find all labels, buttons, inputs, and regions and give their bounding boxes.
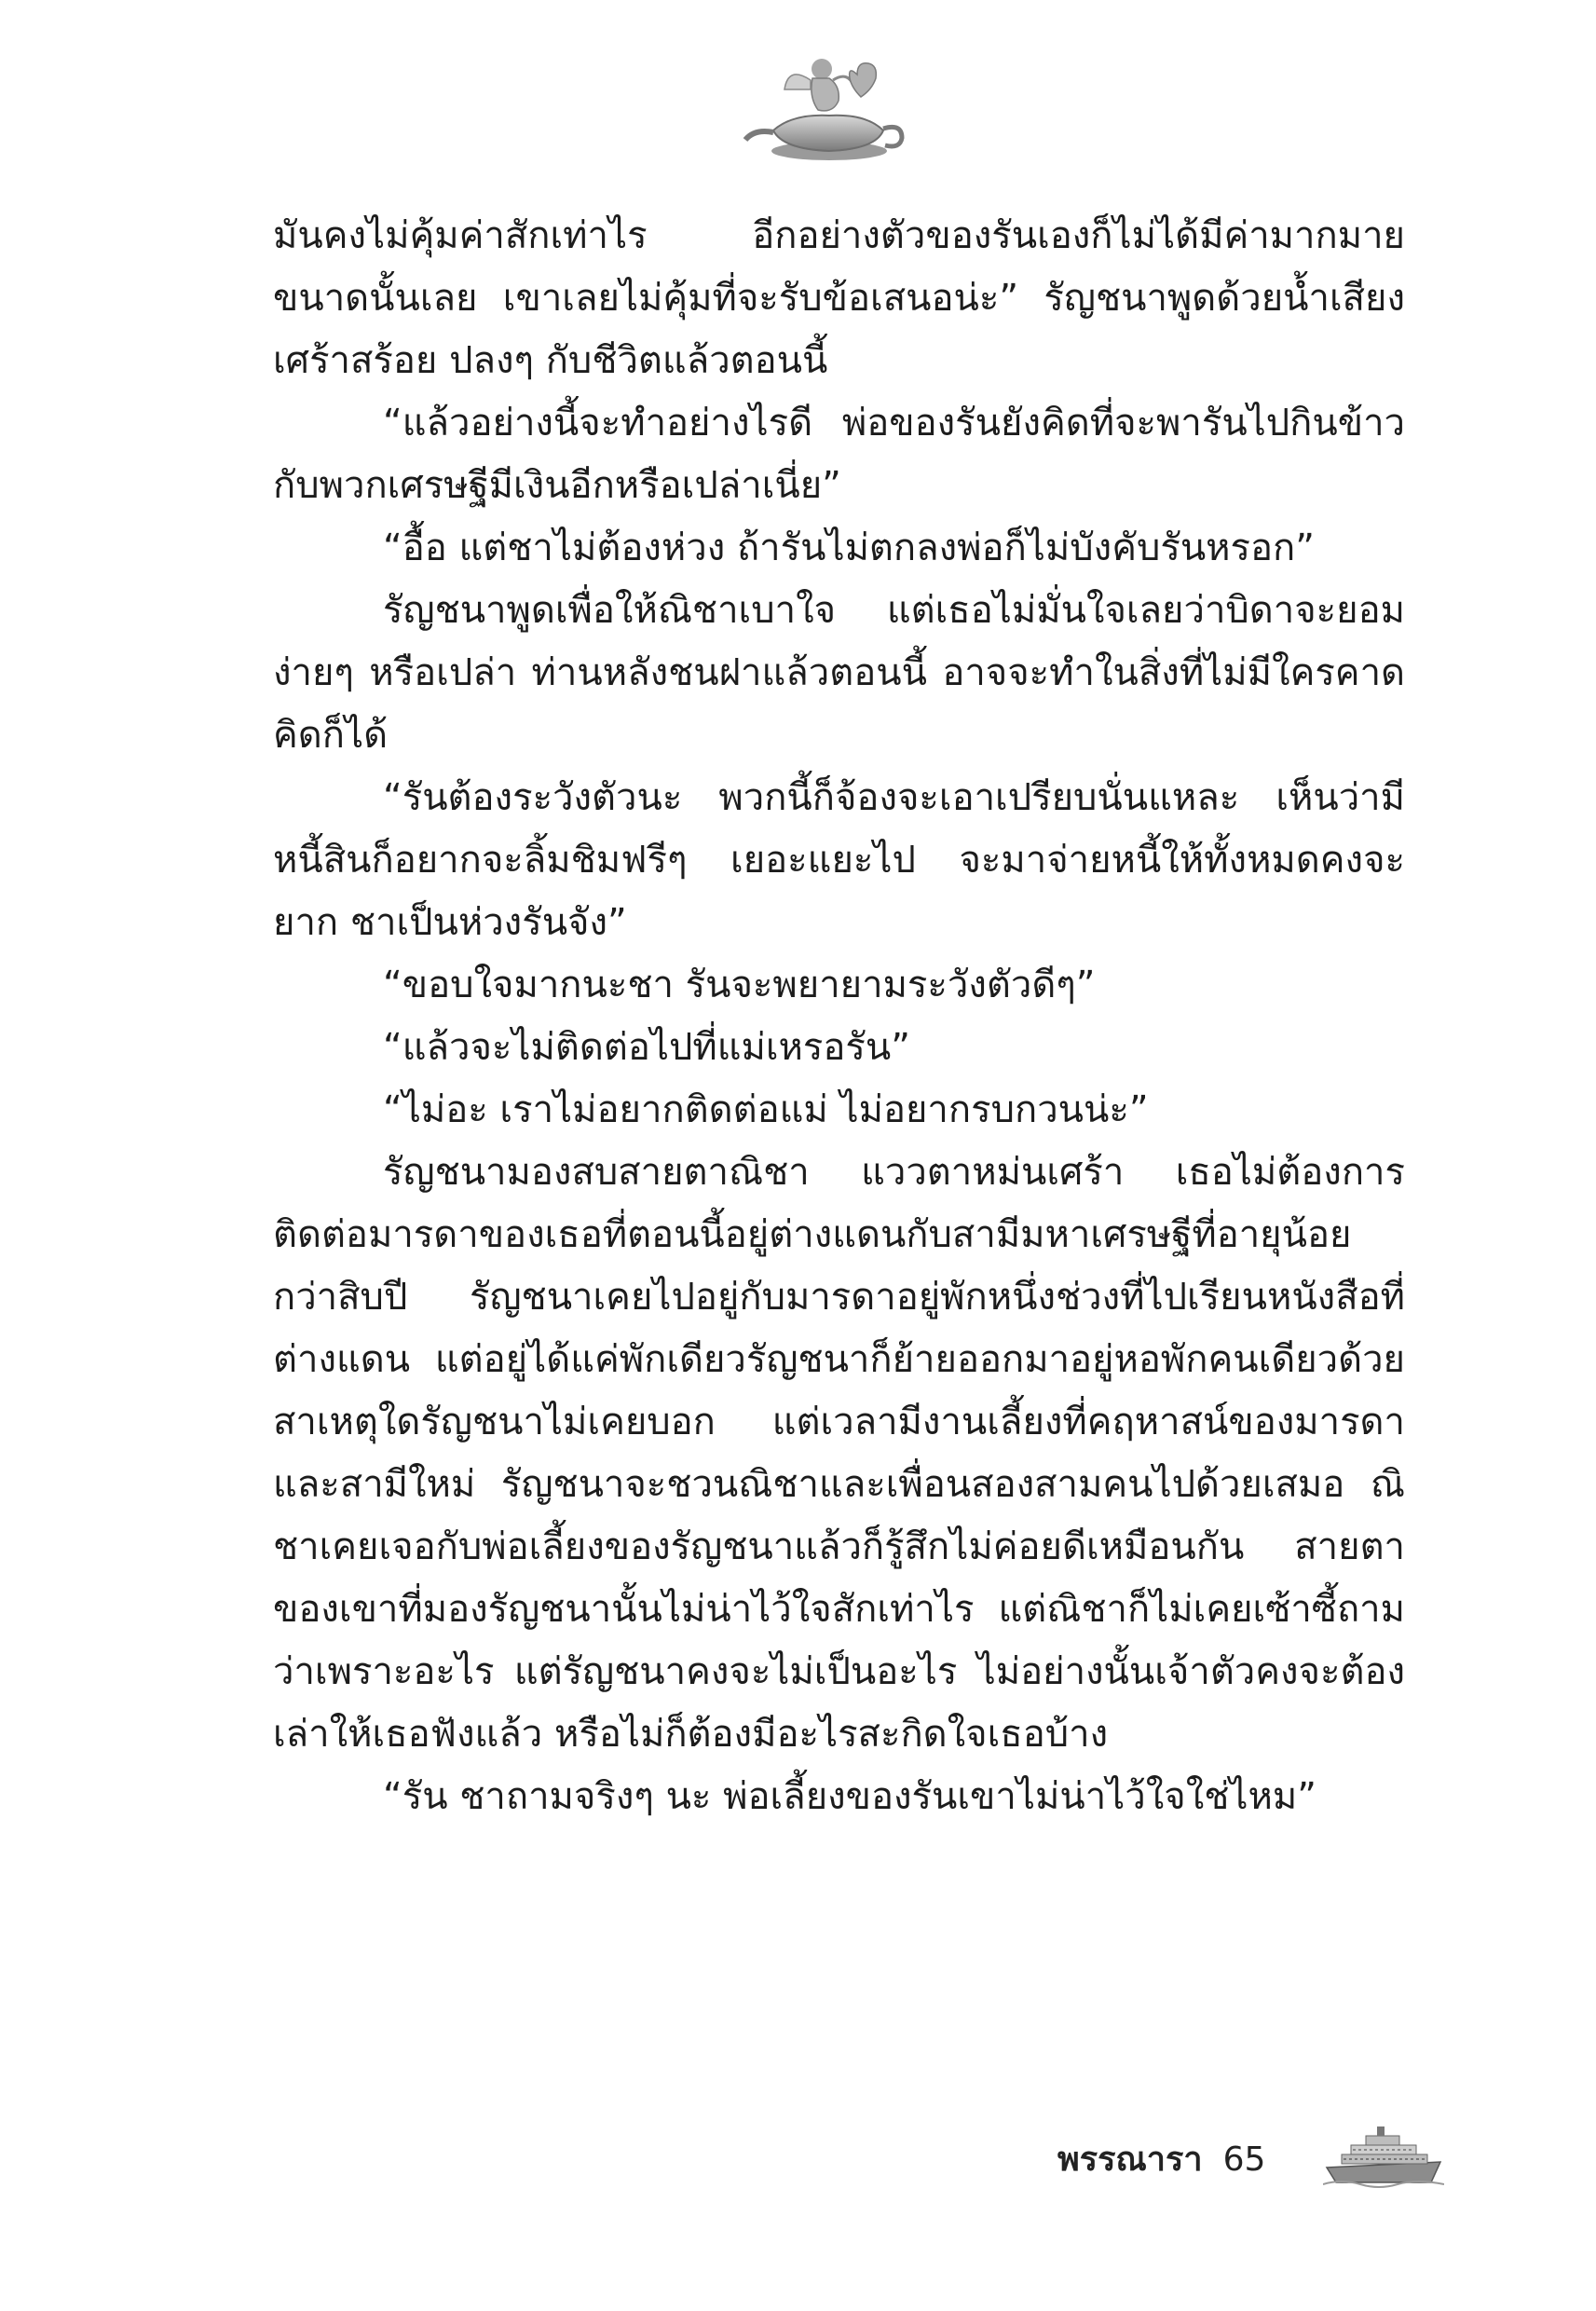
paragraph: “ไม่อะ เราไม่อยากติดต่อแม่ ไม่อยากรบกวนน่ะ” <box>383 1088 1149 1131</box>
paragraph: รัญชนาพูดเพื่อให้ณิชาเบาใจ แต่เธอไม่มั่นใจเลยว่าบิดาจะยอมง่ายๆ หรือเปล่า ท่านหลังชนฝาแล้วตอนนี้ อาจจะทำในสิ่งที่ไม่มีใครคาดคิดก็ได้ <box>273 589 1405 757</box>
paragraph: “รัน ชาถามจริงๆ นะ พ่อเลี้ยงของรันเขาไม่น่าไว้ใจใช่ไหม” <box>383 1775 1316 1818</box>
cupid-teapot-ornament-icon <box>736 48 913 168</box>
page-footer <box>1025 2125 1463 2190</box>
paragraph: มันคงไม่คุ้มค่าสักเท่าไร อีกอย่างตัวของรันเองก็ไม่ได้มีค่ามากมายขนาดนั้นเลย เขาเลยไม่คุ้มที่จะรับข้อเสนอน่ะ” รัญชนาพูดด้วยน้ำเสียงเศร้าสร้อย ปลงๆ กับชีวิตแล้วตอนนี้ <box>273 214 1405 382</box>
book-title: พรรณารา <box>1057 2140 1203 2179</box>
body-text <box>273 205 1405 1828</box>
paragraph: “ขอบใจมากนะชา รันจะพยายามระวังตัวดีๆ” <box>383 964 1096 1006</box>
paragraph: “รันต้องระวังตัวนะ พวกนี้ก็จ้องจะเอาเปรียบนั่นแหละ เห็นว่ามีหนี้สินก็อยากจะลิ้มชิมฟรีๆ เยอะแยะไป จะมาจ่ายหนี้ให้ทั้งหมดคงจะยาก ชาเป็นห่วงรันจัง” <box>273 776 1405 944</box>
paragraph: “อื้อ แต่ชาไม่ต้องห่วง ถ้ารันไม่ตกลงพ่อก็ไม่บังคับรันหรอก” <box>383 526 1315 569</box>
paragraph: “แล้วอย่างนี้จะทำอย่างไรดี พ่อของรันยังคิดที่จะพารันไปกินข้าวกับพวกเศรษฐีมีเงินอีกหรือเปล่าเนี่ย” <box>273 402 1405 507</box>
footer-label <box>1057 2132 1265 2185</box>
paragraph: รัญชนามองสบสายตาณิชา แววตาหม่นเศร้า เธอไม่ต้องการติดต่อมารดาของเธอที่ตอนนี้อยู่ต่างแดนกับสามีมหาเศรษฐีที่อายุน้อยกว่าสิบปี รัญชนาเคยไปอยู่กับมารดาอยู่พักหนึ่งช่วงที่ไปเรียนหนังสือที่ต่างแดน แต่อยู่ได้แค่พักเดียวรัญชนาก็ย้ายออกมาอยู่หอพักคนเดียวด้วยสาเหตุใดรัญชนาไม่เคยบอก แต่เวลามีงานเลี้ยงที่คฤหาสน์ของมารดาและสามีใหม่ รัญชนาจะชวนณิชาและเพื่อนสองสามคนไปด้วยเสมอ ณิชาเคยเจอกับพ่อเลี้ยงของรัญชนาแล้วก็รู้สึกไม่ค่อยดีเหมือนกัน สายตาของเขาที่มองรัญชนานั้นไม่น่าไว้ใจสักเท่าไร แต่ณิชาก็ไม่เคยเซ้าซี้ถามว่าเพราะอะไร แต่รัญชนาคงจะไม่เป็นอะไร ไม่อย่างนั้นเจ้าตัวคงจะต้องเล่าให้เธอฟังแล้ว หรือไม่ก็ต้องมีอะไรสะกิดใจเธอบ้าง <box>273 1151 1405 1756</box>
page-number: 65 <box>1222 2140 1266 2179</box>
ship-icon <box>1323 2125 1444 2190</box>
paragraph: “แล้วจะไม่ติดต่อไปที่แม่เหรอรัน” <box>383 1026 910 1069</box>
